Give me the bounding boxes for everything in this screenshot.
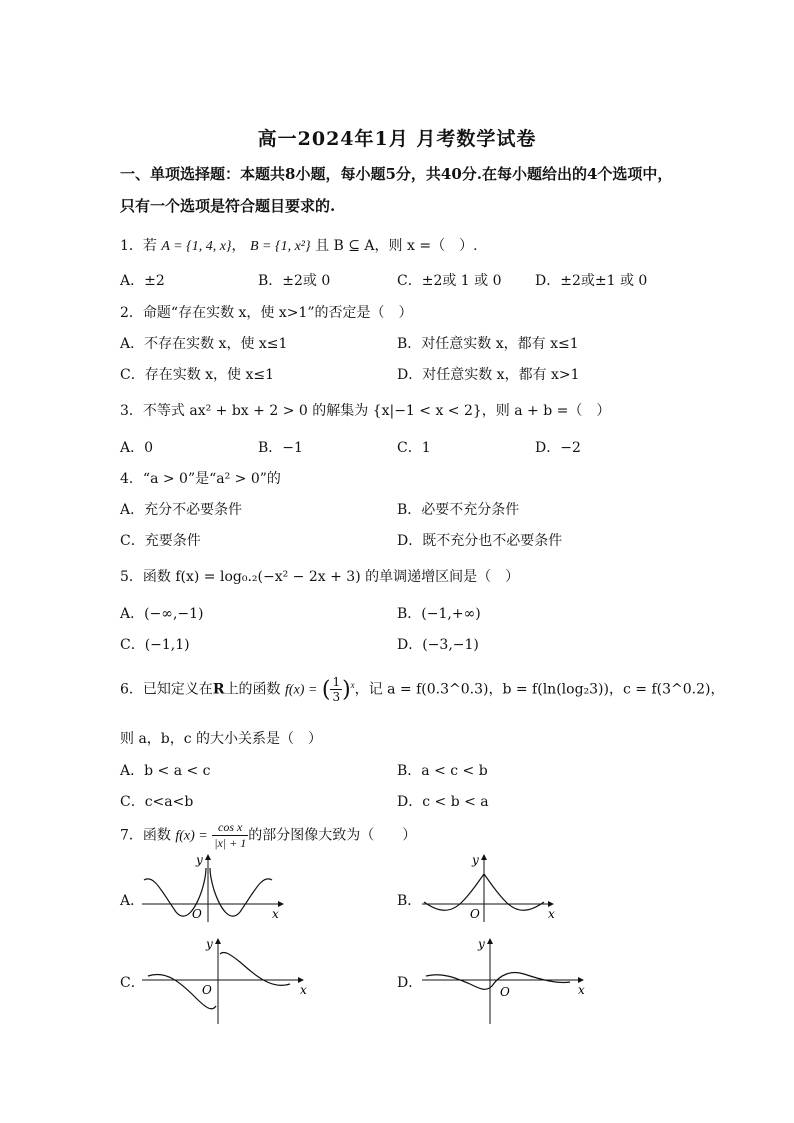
q2-option-c[interactable]: C．存在实数 x，使 x≤1	[120, 367, 275, 383]
q2-option-d[interactable]: D．对任意实数 x，都有 x>1	[397, 367, 580, 383]
q4-option-a[interactable]: A．充分不必要条件	[120, 502, 243, 518]
q6-option-a[interactable]: A．b < a < c	[120, 763, 211, 779]
q7c-y-label: y	[206, 937, 213, 951]
question-2: 2．命题“存在实数 x，使 x>1”的否定是（ ）	[120, 305, 413, 321]
q7c-x-label: x	[300, 983, 307, 997]
q6-rest: ，记 a = f(0.3^0.3)，b = f(ln(log₂3))，c = f(3^0.2)，	[354, 681, 725, 698]
q3-option-d[interactable]: D．−2	[535, 440, 581, 456]
q6-mid: 上的函数	[224, 681, 281, 698]
q6-left-paren: (	[321, 677, 331, 703]
q6-option-c[interactable]: C．c<a<b	[120, 794, 194, 810]
q7-suffix: 的部分图像大致为（ ）	[248, 827, 417, 844]
q6-option-d[interactable]: D．c < b < a	[397, 794, 489, 810]
question-1: 1．若 A = {1, 4, x}， B = {1, x²} 且 B ⊆ A，则 x =（ ）.	[120, 238, 478, 254]
q7-fraction: $\frac{\text{cos x}}{|x| + 1}$	[214, 820, 247, 850]
q6-real-set: R	[212, 681, 225, 698]
q5-option-c[interactable]: C．(−1,1)	[120, 637, 190, 653]
q7-graph-b[interactable]	[420, 852, 560, 924]
q7b-x-label: x	[548, 907, 555, 921]
q1-set-a: A = {1, 4, x}	[161, 239, 232, 254]
question-3: 3．不等式 ax² + bx + 2 > 0 的解集为 {x|−1 < x < 2}，则 a + b =（ ）	[120, 403, 611, 419]
question-7	[120, 820, 416, 851]
q7-function: f(x) =	[175, 828, 208, 844]
q3-option-a[interactable]: A．0	[120, 440, 154, 456]
page-title: 高一2024年1月 月考数学试卷	[257, 128, 537, 150]
q7-graph-d[interactable]	[420, 936, 590, 1026]
q1-option-a[interactable]: A．±2	[120, 273, 165, 289]
q7d-origin-label: O	[500, 985, 510, 999]
q6-fraction: $\frac{1}{3}$	[332, 675, 341, 704]
q1-option-c[interactable]: C．±2或 1 或 0	[397, 273, 502, 289]
q7b-origin-label: O	[470, 907, 480, 921]
q3-option-b[interactable]: B．−1	[258, 440, 303, 456]
q7a-y-label: y	[196, 853, 203, 867]
section-heading: 一、单项选择题：本题共8小题，每小题5分，共40分.在每小题给出的4个选项中，只有一个选项是符合题目要求的.	[120, 165, 673, 215]
q1-set-b: B = {1, x²}	[250, 239, 311, 254]
question-6-line2: 则 a，b，c 的大小关系是（ ）	[120, 731, 323, 747]
question-4: 4．“a > 0”是“a² > 0”的	[120, 471, 281, 487]
q7d-y-label: y	[478, 937, 485, 951]
q1-option-b[interactable]: B．±2或 0	[258, 273, 331, 289]
question-5: 5．函数 f(x) = log₀.₂(−x² − 2x + 3) 的单调递增区间是（ ）	[120, 569, 520, 585]
q7b-y-label: y	[472, 853, 479, 867]
q7-option-d[interactable]: D．	[397, 975, 423, 991]
q4-option-d[interactable]: D．既不充分也不必要条件	[397, 533, 563, 549]
q2-option-b[interactable]: B．对任意实数 x，都有 x≤1	[397, 336, 579, 352]
q7-option-b[interactable]: B．	[397, 893, 422, 909]
q5-option-d[interactable]: D．(−3,−1)	[397, 637, 479, 653]
q7-prefix: 7．函数	[120, 827, 171, 844]
q5-option-a[interactable]: A．(−∞,−1)	[120, 606, 204, 622]
q7c-origin-label: O	[202, 983, 212, 997]
q3-option-c[interactable]: C．1	[397, 440, 431, 456]
q6-prefix: 6．已知定义在	[120, 681, 213, 698]
q1-number: 1．若	[120, 238, 157, 254]
q7-option-c[interactable]: C．	[120, 975, 145, 991]
q7a-x-label: x	[272, 907, 279, 921]
q7-option-a[interactable]: A．	[120, 893, 145, 909]
q6-option-b[interactable]: B．a < c < b	[397, 763, 488, 779]
q4-option-c[interactable]: C．充要条件	[120, 533, 201, 549]
q1-condition: 且 B ⊆ A，则 x =（ ）.	[315, 238, 478, 254]
question-6	[120, 675, 724, 704]
q5-option-b[interactable]: B．(−1,+∞)	[397, 606, 481, 622]
q6-right-paren: )	[342, 677, 351, 703]
q6-function: f(x) =	[285, 682, 318, 698]
q6-exponent: x	[350, 679, 355, 690]
q7-graph-c[interactable]	[140, 936, 310, 1026]
q2-option-a[interactable]: A．不存在实数 x，使 x≤1	[120, 336, 288, 352]
q1-option-d[interactable]: D．±2或±1 或 0	[535, 273, 648, 289]
q4-option-b[interactable]: B．必要不充分条件	[397, 502, 520, 518]
q7a-origin-label: O	[192, 907, 202, 921]
q7d-x-label: x	[578, 983, 585, 997]
q7-graph-a[interactable]	[140, 852, 290, 924]
